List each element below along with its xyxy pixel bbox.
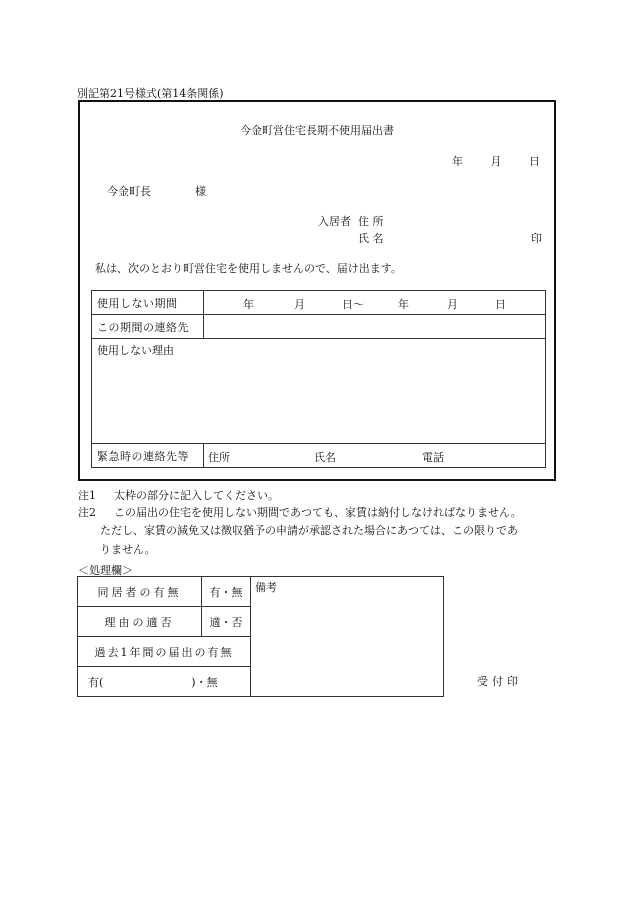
reason-label: 使用しない理由 (97, 344, 174, 357)
date-day: 日 (529, 155, 540, 168)
date-line (428, 153, 540, 169)
addressee: 今金町長 様 (107, 185, 206, 198)
period-start-day: 日〜 (342, 298, 364, 311)
date-month: 月 (490, 155, 502, 168)
period-end-month: 月 (447, 298, 458, 311)
form-number: 別記第21号様式(第14条関係) (77, 87, 224, 100)
note-2-tag: 注2 (78, 506, 96, 519)
note-1-tag: 注1 (78, 489, 96, 502)
applicant-address-line (318, 213, 384, 229)
contact-label: この期間の連絡先 (92, 315, 204, 339)
reason-validity-label: 理由の適否 (78, 607, 202, 637)
cohabitant-label: 同居者の有無 (78, 577, 202, 607)
emergency-phone-label: 電話 (422, 451, 444, 464)
emergency-row (92, 444, 546, 468)
main-table (91, 290, 546, 468)
remarks-cell[interactable] (251, 577, 444, 697)
processing-heading: ＜処理欄＞ (78, 564, 133, 577)
note-1 (78, 487, 279, 503)
period-label: 使用しない期間 (92, 291, 204, 315)
past-notice-value[interactable]: 有( )・無 (78, 667, 251, 697)
contact-field[interactable] (204, 315, 546, 339)
applicant-seal: 印 (531, 232, 542, 245)
period-start-year: 年 (243, 298, 254, 311)
period-field[interactable] (204, 291, 546, 315)
note-2-line-1: この届出の住宅を使用しない期間であつても、家賃は納付しなければなりません。 (114, 506, 522, 519)
form-title: 今金町営住宅長期不使用届出書 (240, 124, 394, 137)
applicant-role: 入居者 (318, 215, 351, 228)
date-year: 年 (452, 155, 463, 168)
emergency-label: 緊急時の連絡先等 (92, 444, 204, 468)
cohabitant-value[interactable]: 有・無 (202, 577, 251, 607)
statement: 私は、次のとおり町営住宅を使用しませんので、届け出ます。 (95, 262, 402, 275)
note-1-text: 太枠の部分に記入してください。 (114, 489, 279, 502)
address-label: 住 所 (358, 215, 384, 228)
applicant-name-line (318, 230, 384, 246)
note-2-line-2: ただし、家賃の減免又は徴収猶予の申請が承認された場合にあつては、この限りであ (100, 524, 518, 537)
period-end-day: 日 (495, 298, 506, 311)
contact-row (92, 315, 546, 339)
emergency-address-label: 住所 (208, 451, 230, 464)
reason-row (92, 339, 546, 444)
receipt-seal: 受付印 (477, 675, 522, 688)
period-end-year: 年 (398, 298, 409, 311)
emergency-field[interactable] (204, 444, 546, 468)
form-frame (78, 100, 556, 481)
reason-validity-value[interactable]: 適・否 (202, 607, 251, 637)
past-notice-label: 過去1年間の届出の有無 (78, 637, 251, 667)
processing-table (77, 576, 444, 697)
period-row (92, 291, 546, 315)
name-label: 氏 名 (358, 232, 384, 245)
emergency-name-label: 氏名 (314, 451, 336, 464)
note-2 (78, 504, 522, 520)
proc-row-cohabitant (78, 577, 444, 607)
remarks-label: 備考 (255, 581, 277, 594)
note-2-line-3: りません。 (100, 543, 156, 556)
period-start-month: 月 (294, 298, 305, 311)
reason-field[interactable] (92, 339, 546, 444)
